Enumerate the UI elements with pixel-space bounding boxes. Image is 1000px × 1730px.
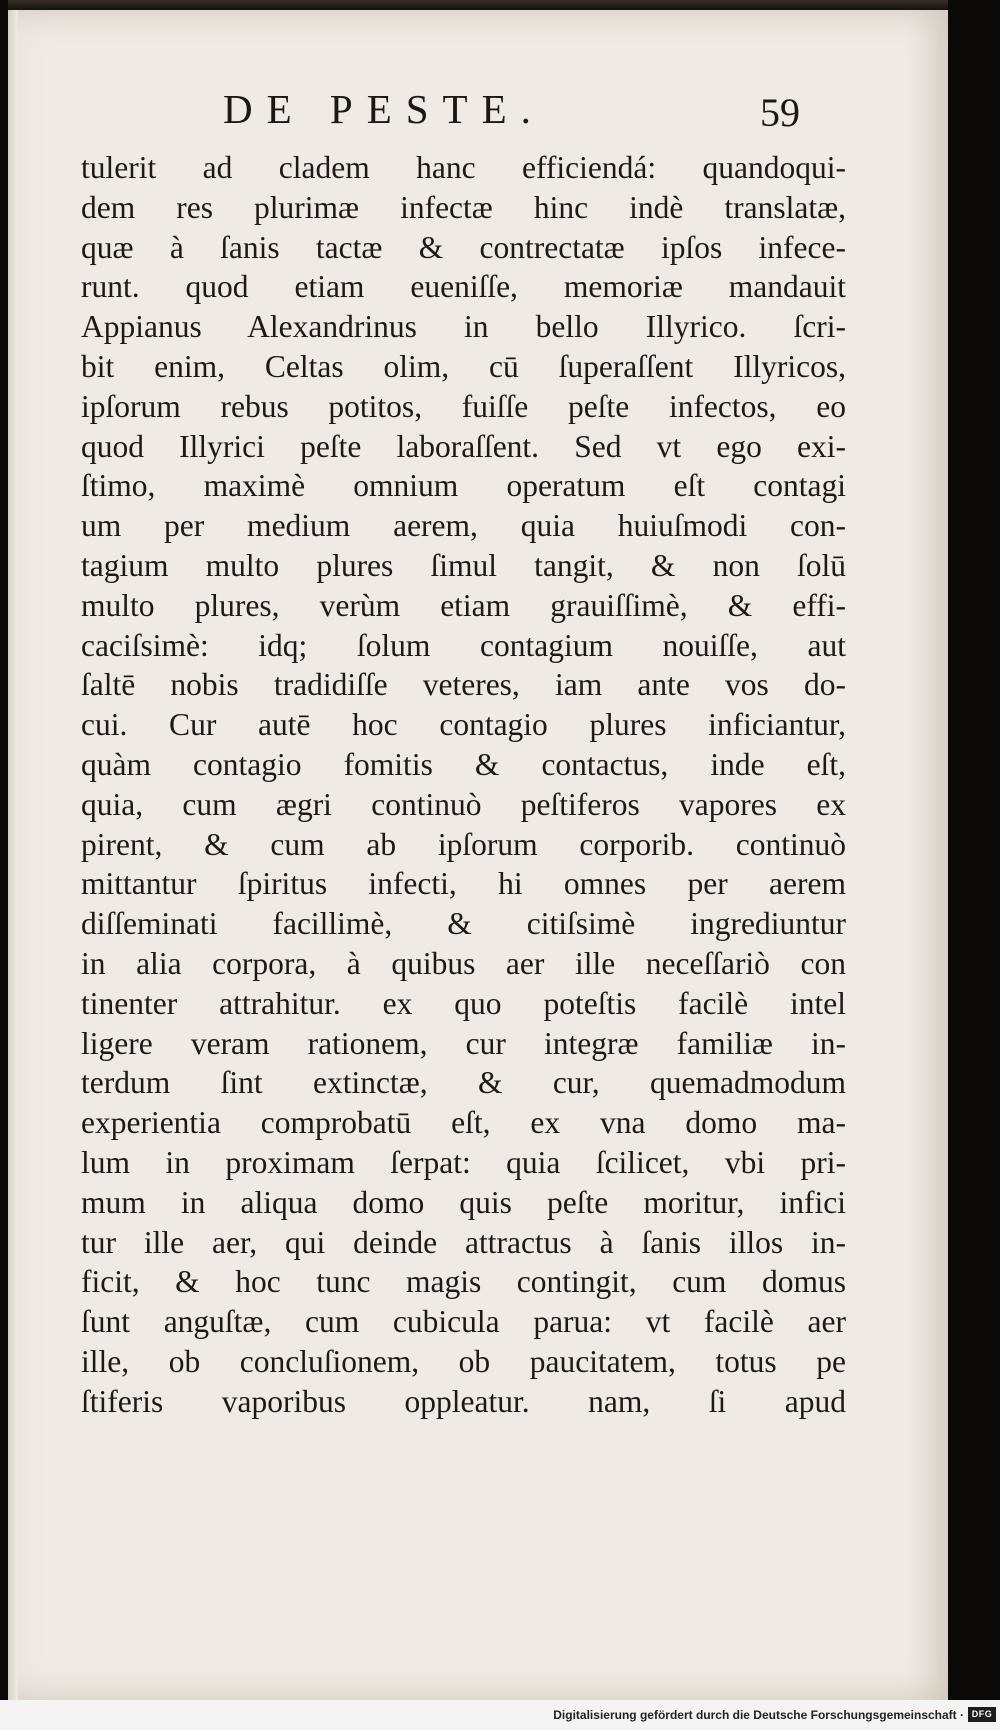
text-line: ſtimo, maximè omnium operatum eſt contagi bbox=[81, 468, 846, 504]
text-line: tinenter attrahitur. ex quo poteſtis facilè intel bbox=[81, 985, 846, 1021]
funding-credit: Digitalisierung gefördert durch die Deutsche Forschungsgemeinschaft · bbox=[553, 1708, 964, 1722]
text-line: lum in proximam ſerpat: quia ſcilicet, vbi pri- bbox=[81, 1144, 846, 1180]
text-line: ficit, & hoc tunc magis contingit, cum domus bbox=[81, 1264, 846, 1300]
text-line: tagium multo plures ſimul tangit, & non ſolū bbox=[81, 547, 846, 583]
text-line: mum in aliqua domo quis peſte moritur, infici bbox=[81, 1184, 846, 1220]
text-line: in alia corpora, à quibus aer ille neceſſariò con bbox=[81, 945, 846, 981]
page-gutter-shadow bbox=[8, 10, 18, 1700]
text-line: dem res plurimæ infectæ hinc indè translatæ, bbox=[81, 189, 846, 225]
text-line: diſſeminati facillimè, & citiſsimè ingrediuntur bbox=[81, 906, 846, 942]
body-text bbox=[81, 148, 846, 1422]
text-line: um per medium aerem, quia huiuſmodi con- bbox=[81, 508, 846, 544]
text-line: cui. Cur autē hoc contagio plures inficiantur, bbox=[81, 707, 846, 743]
running-head-title: DE PESTE. bbox=[223, 86, 545, 132]
text-line: ipſorum rebus potitos, fuiſſe peſte infectos, eo bbox=[81, 388, 846, 424]
text-line: ſaltē nobis tradidiſſe veteres, iam ante vos do- bbox=[81, 667, 846, 703]
text-line: mittantur ſpiritus infecti, hi omnes per aerem bbox=[81, 866, 846, 902]
text-line: bit enim, Celtas olim, cū ſuperaſſent Illyricos, bbox=[81, 348, 846, 384]
text-line: quàm contagio fomitis & contactus, inde eſt, bbox=[81, 746, 846, 782]
text-line: quæ à ſanis tactæ & contrectatæ ipſos infece- bbox=[81, 229, 846, 265]
text-line: ligere veram rationem, cur integræ familiæ in- bbox=[81, 1025, 846, 1061]
text-line: ſunt anguſtæ, cum cubicula parua: vt facilè aer bbox=[81, 1304, 846, 1340]
text-line: Appianus Alexandrinus in bello Illyrico. ſcri- bbox=[81, 309, 846, 345]
text-line: terdum ſint extinctæ, & cur, quemadmodum bbox=[81, 1065, 846, 1101]
page-number: 59 bbox=[760, 90, 800, 135]
text-line: tulerit ad cladem hanc efficiendá: quandoqui- bbox=[81, 150, 846, 185]
text-line: runt. quod etiam eueniſſe, memoriæ mandauit bbox=[81, 269, 846, 305]
text-line: quod Illyrici peſte laboraſſent. Sed vt ego exi- bbox=[81, 428, 846, 464]
text-line: multo plures, verùm etiam grauiſſimè, & effi- bbox=[81, 587, 846, 623]
digitization-footer bbox=[0, 1700, 1000, 1730]
text-line: pirent, & cum ab ipſorum corporib. continuò bbox=[81, 826, 846, 862]
text-line: ille, ob concluſionem, ob paucitatem, totus pe bbox=[81, 1343, 846, 1379]
text-line: caciſsimè: idq; ſolum contagium nouiſſe, aut bbox=[81, 627, 846, 663]
text-line: experientia comprobatū eſt, ex vna domo ma- bbox=[81, 1105, 846, 1141]
running-head bbox=[8, 85, 948, 145]
text-line: tur ille aer, qui deinde attractus à ſanis illos in- bbox=[81, 1224, 846, 1260]
text-line: quia, cum ægri continuò peſtiferos vapores ex bbox=[81, 786, 846, 822]
dfg-logo: DFG bbox=[968, 1707, 996, 1722]
text-line: ſtiferis vaporibus oppleatur. nam, ſi apud bbox=[81, 1383, 846, 1419]
book-page bbox=[8, 10, 948, 1700]
